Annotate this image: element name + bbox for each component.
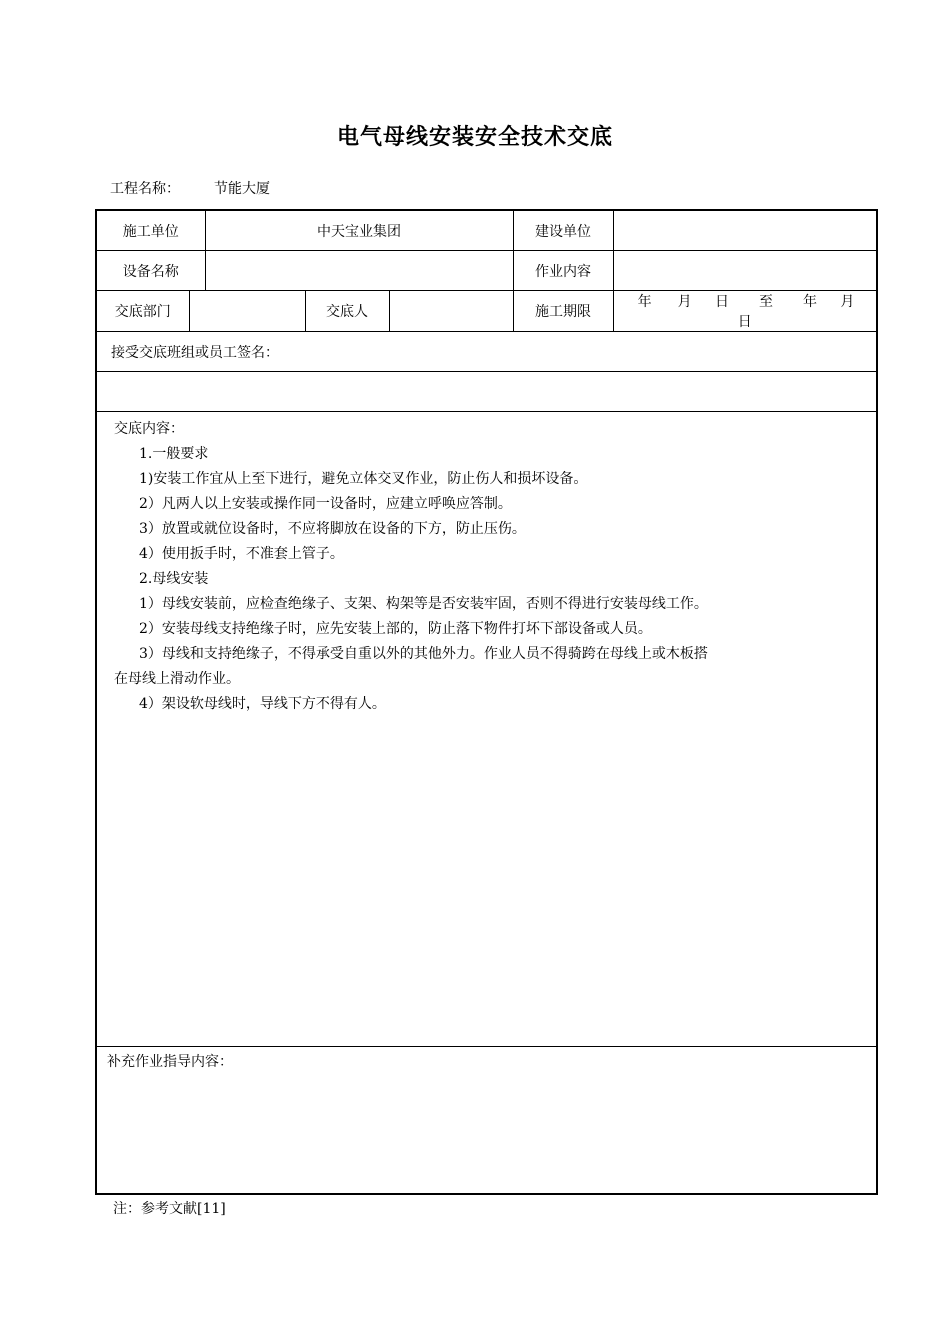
signature-label: 接受交底班组或员工签名： bbox=[97, 332, 876, 372]
equipment-label: 设备名称 bbox=[97, 251, 205, 291]
period-value[interactable] bbox=[613, 291, 876, 332]
content-lines bbox=[97, 442, 876, 717]
person-value[interactable] bbox=[389, 291, 513, 332]
list-item: 4）架设软母线时，导线下方不得有人。 bbox=[139, 696, 386, 712]
period-start-year: 年 bbox=[637, 294, 652, 310]
list-item: 2.母线安装 bbox=[139, 571, 209, 587]
table-row bbox=[97, 332, 876, 372]
project-line bbox=[110, 178, 270, 198]
list-item: 3）母线和支持绝缘子，不得承受自重以外的其他外力。作业人员不得骑跨在母线上或木板搭 bbox=[139, 646, 708, 662]
dept-label: 交底部门 bbox=[97, 291, 189, 332]
document-title: 电气母线安装安全技术交底 bbox=[336, 125, 613, 150]
period-to: 至 bbox=[758, 294, 773, 310]
list-item: 1）母线安装前，应检查绝缘子、支架、构架等是否安装牢固，否则不得进行安装母线工作。 bbox=[139, 596, 708, 612]
work-content-value[interactable] bbox=[613, 251, 876, 291]
content-heading: 交底内容： bbox=[114, 421, 184, 437]
list-item: 1)安装工作宜从上至下进行，避免立体交叉作业，防止伤人和损坏设备。 bbox=[139, 471, 588, 487]
construction-unit-label: 施工单位 bbox=[97, 211, 205, 251]
period-end-month: 月 bbox=[840, 294, 855, 310]
period-label: 施工期限 bbox=[513, 291, 613, 332]
project-name: 节能大厦 bbox=[214, 181, 270, 197]
project-label: 工程名称： bbox=[110, 181, 180, 197]
period-start-day: 日 bbox=[715, 294, 730, 310]
list-item: 1.一般要求 bbox=[139, 446, 209, 462]
disclosure-form bbox=[95, 209, 878, 1195]
person-label: 交底人 bbox=[305, 291, 389, 332]
owner-unit-value[interactable] bbox=[613, 211, 876, 251]
disclosure-content bbox=[97, 415, 876, 1047]
table-row bbox=[97, 291, 876, 332]
list-item: 2）凡两人以上安装或操作同一设备时，应建立呼唤应答制。 bbox=[139, 496, 512, 512]
period-start-month: 月 bbox=[677, 294, 692, 310]
work-content-label: 作业内容 bbox=[513, 251, 613, 291]
supplement-label: 补充作业指导内容： bbox=[107, 1054, 233, 1070]
dept-value[interactable] bbox=[189, 291, 305, 332]
equipment-value[interactable] bbox=[205, 251, 513, 291]
list-item: 4）使用扳手时，不准套上管子。 bbox=[139, 546, 344, 562]
period-end-year: 年 bbox=[802, 294, 817, 310]
info-table bbox=[97, 211, 876, 412]
period-end-day: 日 bbox=[737, 314, 752, 330]
table-row bbox=[97, 372, 876, 412]
reference-note: 注：参考文献[11] bbox=[113, 1201, 226, 1217]
construction-unit-value[interactable]: 中天宝业集团 bbox=[205, 211, 513, 251]
table-row bbox=[97, 211, 876, 251]
list-item: 在母线上滑动作业。 bbox=[114, 671, 240, 687]
list-item: 2）安装母线支持绝缘子时，应先安装上部的，防止落下物件打坏下部设备或人员。 bbox=[139, 621, 652, 637]
table-row bbox=[97, 251, 876, 291]
signature-area[interactable] bbox=[97, 372, 876, 412]
list-item: 3）放置或就位设备时，不应将脚放在设备的下方，防止压伤。 bbox=[139, 521, 526, 537]
owner-unit-label: 建设单位 bbox=[513, 211, 613, 251]
